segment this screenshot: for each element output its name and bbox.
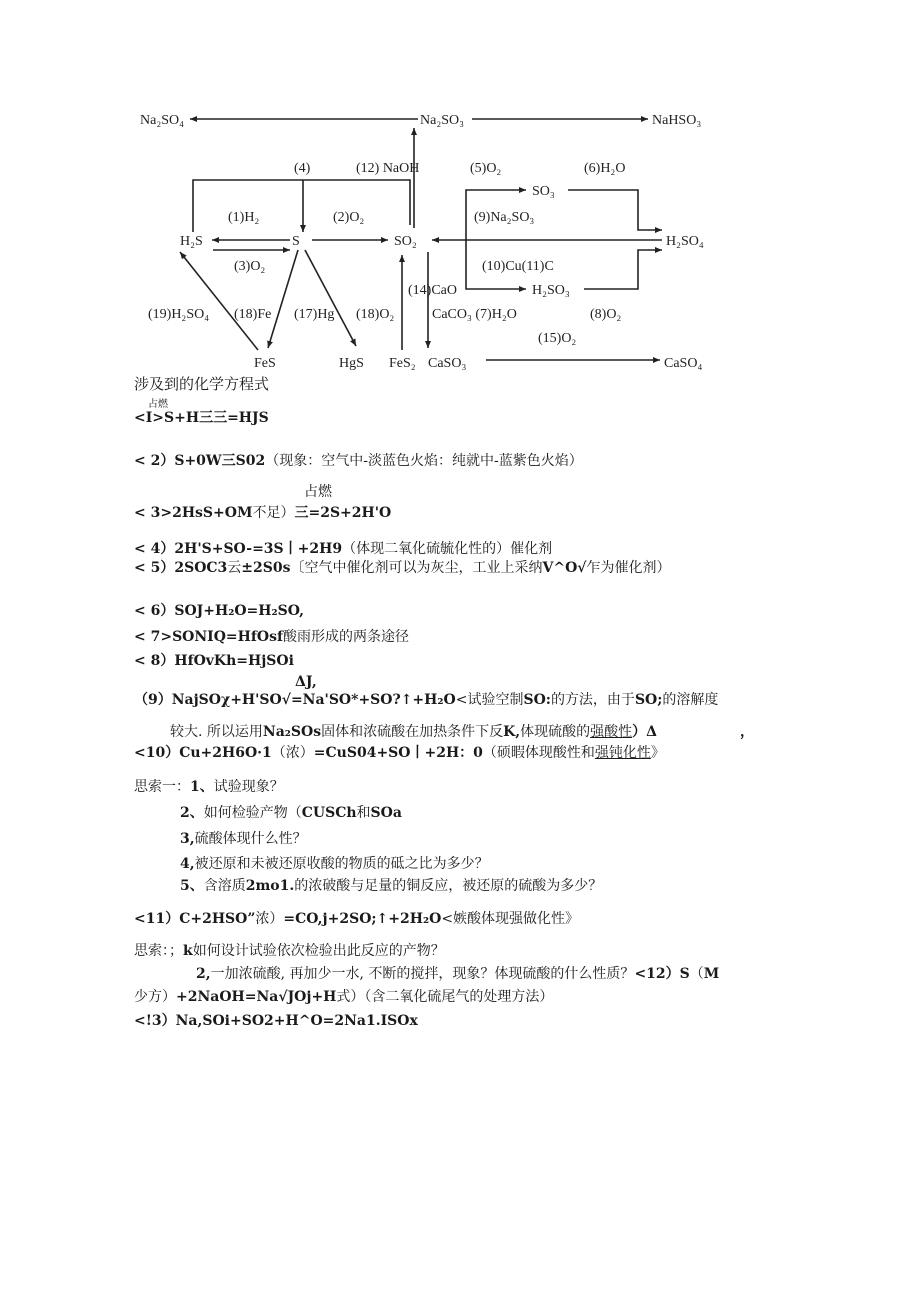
question-1-title [134,778,284,796]
eq1-condition: 占燃 [148,399,168,410]
equation-11 [134,910,579,928]
arrow-s-hgs [305,250,356,346]
equation-5-catalyst: V^O√ [542,560,587,576]
node-fes: FeS [254,356,276,371]
equation-3-formula: < 3>2HsS+OM [134,505,253,521]
question-2-title [134,942,445,960]
equation-9-cont-na2so3: Na₂SOs [262,724,322,740]
node-so3: SO₃ [532,184,555,199]
question-2-2-text: 一加浓硫酸, 再加少一水, 不断的搅拌，现象？体现硫酸的什么性质？ [210,966,635,982]
equation-7 [134,628,409,646]
label-10-11: (10)Cu(11)C [482,259,554,274]
equation-9-so2-a: SO: [523,692,551,708]
equation-9-cont-strong-acid: 强酸性 [590,724,633,740]
equation-9-cont-b: 固体和浓硫酸在加热条件下反 [321,724,504,740]
equation-5-note: 〔空气中催化剂可以为灰尘，工业上采纳 [290,560,543,576]
equation-12-cont-a: 少方） [134,989,176,1005]
question-1-5 [180,877,602,895]
equation-9-so2-b: SO; [634,692,663,708]
node-caso3: CaSO₃ [428,356,467,371]
label-3: (3)O₂ [234,259,266,274]
question-1-3-text: 硫酸体现什么性？ [194,831,307,847]
label-6: (6)H₂O [584,161,626,176]
equation-11-product: =CO,j+2SO;↑+2H₂O [283,911,442,927]
question-1-2 [180,804,402,822]
equation-12-m: M [703,966,720,982]
label-8: (8)O₂ [590,307,622,322]
equation-4-note: （体现二氧化硫毓化性的）催化剂 [342,541,553,557]
label-4: (4) [294,161,311,176]
equation-10 [134,744,665,762]
question-1-5-num: 5、 [180,878,204,894]
question-1-3-num: 3, [180,831,195,847]
label-18-o2: (18)O₂ [356,307,395,322]
equation-5-note-end: 乍为催化剂） [586,560,671,576]
question-1-4-text: 被还原和未被还原收酸的物质的砥之比为多少？ [194,856,489,872]
node-caso4: CaSO₄ [664,356,703,371]
question-1-2-cuso4: CUSCh [301,805,357,821]
question-1-5-text-a: 含溶质 [203,878,246,894]
equation-10-oxidizing: 强钝化性 [594,745,651,761]
node-s: S [292,234,300,249]
label-9: (9)Na₂SO₃ [474,210,535,225]
equation-12-cont-note: 式）（含二氧化硫尾气的处理方法） [336,989,554,1005]
label-18-fe: (18)Fe [234,307,272,322]
eq9-condition: ΔJ, [295,674,317,690]
equation-9-cont-a: 较大. 所以运用 [170,724,263,740]
label-1: (1)H₂ [228,210,260,225]
equation-9-note-a: <试验空制 [455,692,524,708]
label-17: (17)Hg [294,307,335,322]
equation-12-start: <12）S [634,966,690,982]
equation-11-formula: <11）C+2HSO” [134,911,256,927]
question-2-label: 思索：； [134,943,183,959]
node-na2so4: Na₂SO₄ [140,113,184,128]
equation-10-end: 》 [650,745,665,761]
equation-10-note: （硕暇体现酸性和 [482,745,595,761]
question-1-2-and: 和 [356,805,371,821]
label-12: (12) NaOH [356,161,420,176]
equation-11-conc: 浓） [255,911,284,927]
equation-7-formula: < 7>SONIQ=HfOsf [134,629,284,645]
equation-10-conc: （浓） [271,745,314,761]
question-1-3 [180,830,307,848]
node-h2s: H₂S [180,234,203,249]
question-1-5-amount: 2mo1. [245,878,295,894]
equation-4-formula: < 4）2H'S+SO-=3S丨+2H9 [134,541,343,557]
label-19: (19)H₂SO₄ [148,307,210,322]
equation-5-product: ±2S0s [241,560,291,576]
question-1-1-text: 试验现象？ [213,779,284,795]
equation-3-note: 不足） [252,505,295,521]
equation-9-formula: （9）NajSOχ+H'SO√=Na'SO*+SO?↑+H₂O [134,692,456,708]
node-h2so4: H₂SO₄ [666,234,704,249]
node-fes2: FeS₂ [389,356,416,371]
question-1-2-num: 2、 [180,805,204,821]
equation-5-formula: < 5）2SOC3 [134,560,228,576]
equation-9-cont-k: K, [503,724,521,740]
arrow-h2so3-h2so4-8 [584,250,662,289]
eq3-condition: 占燃 [304,484,332,500]
node-na2so3: Na₂SO₃ [420,113,464,128]
equation-2 [134,452,583,470]
arrow-h2s-loop-4 [193,180,410,232]
question-1-4 [180,855,489,873]
equation-5 [134,559,671,577]
equation-12-paren: （ [689,966,704,982]
label-15: (15)O₂ [538,331,577,346]
label-14: (14)CaO [408,283,457,298]
equation-12-cont-formula: +2NaOH=Na√JOj+H [176,989,337,1005]
question-1-1-num: 1、 [190,779,214,795]
label-caco3-7: CaCO₃ (7)H₂O [432,307,517,322]
question-1-2-so2: SOa [370,805,402,821]
arrow-so3-h2so4-6 [568,190,662,230]
equation-9-cont [170,723,657,741]
equation-10-product: =CuS04+SO丨+2H：0 [313,745,483,761]
label-5: (5)O₂ [470,161,502,176]
node-nahso3: NaHSO₃ [652,113,702,128]
question-1-5-text-b: 的浓破酸与足量的铜反应，被还原的硫酸为多少？ [294,878,603,894]
equation-9-note-c: 的溶解度 [662,692,719,708]
node-h2so3: H₂SO₃ [532,283,570,298]
section-title: 涉及到的化学方程式 [134,375,270,393]
equation-11-note: <嫉酸体现强做化性》 [441,911,580,927]
equation-9-note-b: 的方法，由于 [550,692,635,708]
equation-10-formula: <10）Cu+2H6O·1 [134,745,272,761]
equation-2-note: （现象：空气中-淡蓝色火焰：纯就中-蓝紫色火焰） [265,453,583,469]
equation-6: < 6）SOJ+H₂O=H₂SO, [134,603,305,619]
question-2-2-num: 2, [196,966,211,982]
equation-13: <!3）Na,SOi+SO2+H^O=2Na1.ISOx [134,1013,418,1029]
question-1-label: 思索一： [134,779,190,795]
equation-7-note: 酸雨形成的两条途径 [283,629,410,645]
question-2-2 [196,965,719,983]
node-hgs: HgS [339,356,364,371]
label-2: (2)O₂ [333,210,365,225]
question-2-1-num: k [183,943,193,959]
equation-3 [134,504,391,522]
equation-9-cont-delta: ）Δ [632,724,658,740]
equation-1: <I>S+H三三=HJS [134,410,269,426]
sulfur-conversion-diagram [0,0,920,380]
equation-8: < 8）HfOvKh=HjSOi [134,653,294,669]
equation-12-cont [134,988,553,1006]
equation-9 [134,691,718,709]
equation-9-comma: ， [740,724,754,740]
arrow-s-fes [268,250,298,348]
equation-2-formula: < 2）S+0W三S02 [134,453,266,469]
question-2-1-text: 如何设计试验依次检验出此反应的产物？ [192,943,445,959]
equation-4 [134,540,552,558]
node-so2: SO₂ [394,234,417,249]
equation-9-cont-c: 体现硫酸的 [520,724,591,740]
equation-5-cloud: 云 [227,560,242,576]
equation-3-product: 三=2S+2H'O [294,505,392,521]
question-1-2-text: 如何检验产物（ [203,805,302,821]
question-1-4-num: 4, [180,856,195,872]
